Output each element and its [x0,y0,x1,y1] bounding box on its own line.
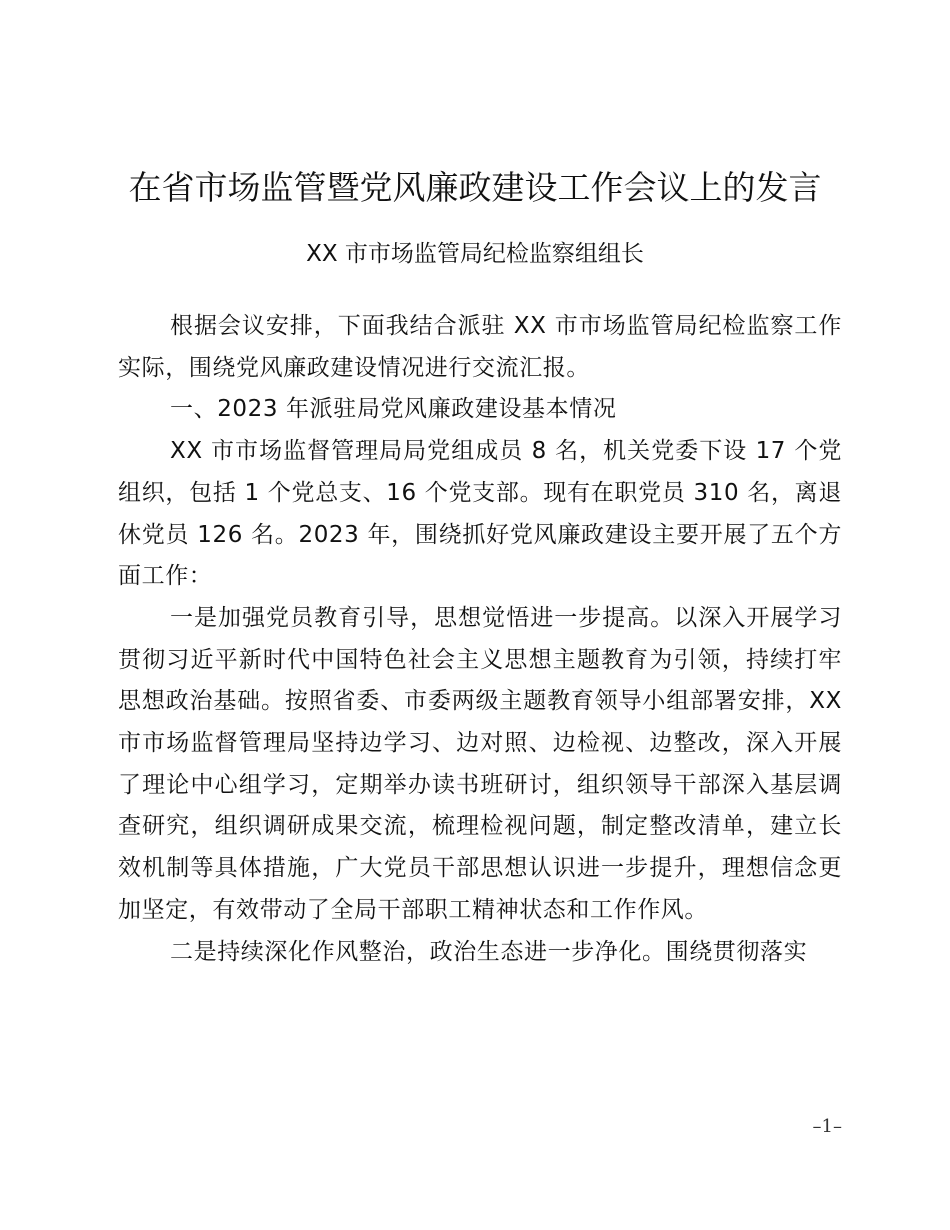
document-subtitle: XX 市市场监管局纪检监察组组长 [306,241,644,267]
paragraph-point-one: 一是加强党员教育引导，思想觉悟进一步提高。以深入开展学习贯彻习近平新时代中国特色社会主义思想主题教育为引领，持续打牢思想政治基础。按照省委、市委两级主题教育领导小组部署安排，XX 市市场监督管理局坚持边学习、边对照、边检视、边整改，深入开展了理论中心组学习，定期举办读书班研讨，组织领导干部深入基层调查研究，组织调研成果交流，梳理检视问题，制定整改清单，建立长效机制等具体措施，广大党员干部思想认识进一步提升，理想信念更加坚定，有效带动了全局干部职工精神状态和工作作风。 [118,604,842,923]
document-body [118,306,842,973]
paragraph-overview: XX 市市场监督管理局局党组成员 8 名，机关党委下设 17 个党组织，包括 1 个党总支、16 个党支部。现有在职党员 310 名，离退休党员 126 名。2023 年，围绕抓好党风廉政建设主要开展了五个方面工作： [118,438,842,590]
section-heading: 一、2023 年派驻局党风廉政建设基本情况 [170,396,617,423]
paragraph-point-two: 二是持续深化作风整治，政治生态进一步净化。围绕贯彻落实 [170,938,808,965]
page-number: –1– [812,1116,842,1137]
document-title: 在省市场监管暨党风廉政建设工作会议上的发言 [128,168,822,207]
paragraph-intro: 根据会议安排，下面我结合派驻 XX 市市场监管局纪检监察工作实际，围绕党风廉政建设情况进行交流汇报。 [118,313,842,381]
